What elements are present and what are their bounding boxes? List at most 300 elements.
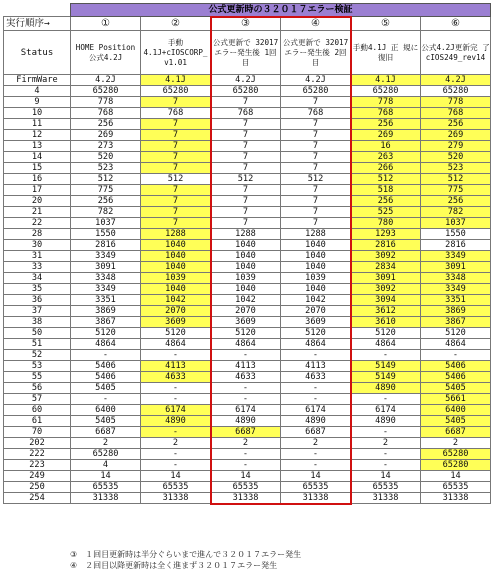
- table-cell: 7: [281, 207, 351, 218]
- row-label: 52: [4, 350, 71, 361]
- table-cell: 3869: [421, 306, 491, 317]
- table-cell: 7: [281, 218, 351, 229]
- table-cell: 7: [141, 218, 211, 229]
- table-cell: -: [211, 383, 281, 394]
- table-cell: 14: [281, 471, 351, 482]
- table-cell: -: [141, 350, 211, 361]
- table-cell: 5120: [351, 328, 421, 339]
- column-header-4: 公式更新で 32017エラー発生後 2回目: [281, 31, 351, 75]
- table-cell: 65535: [71, 482, 141, 493]
- table-cell: 6687: [421, 427, 491, 438]
- table-cell: 16: [351, 141, 421, 152]
- table-row: [4, 86, 491, 97]
- table-row: [4, 284, 491, 295]
- table-row: [4, 251, 491, 262]
- table-cell: -: [281, 350, 351, 361]
- column-number-3: ③: [211, 17, 281, 31]
- row-label: 21: [4, 207, 71, 218]
- table-cell: -: [71, 350, 141, 361]
- table-cell: 266: [351, 163, 421, 174]
- table-cell: 3867: [421, 317, 491, 328]
- table-cell: 2816: [421, 240, 491, 251]
- table-cell: -: [141, 383, 211, 394]
- table-cell: 3091: [351, 273, 421, 284]
- table-cell: 778: [351, 97, 421, 108]
- table-cell: 7: [141, 141, 211, 152]
- table-cell: 512: [141, 174, 211, 185]
- row-label: 20: [4, 196, 71, 207]
- table-row: [4, 339, 491, 350]
- table-cell: 7: [211, 141, 281, 152]
- table-cell: 65280: [421, 86, 491, 97]
- title-corner: [4, 4, 71, 17]
- table-cell: 7: [141, 152, 211, 163]
- row-label: 10: [4, 108, 71, 119]
- table-cell: 3869: [71, 306, 141, 317]
- table-cell: 512: [351, 174, 421, 185]
- table-cell: 1040: [211, 284, 281, 295]
- table-cell: -: [351, 394, 421, 405]
- table-cell: -: [211, 394, 281, 405]
- table-cell: 4.1J: [141, 75, 211, 86]
- table-row: [4, 361, 491, 372]
- table-cell: 782: [421, 207, 491, 218]
- table-row: [4, 174, 491, 185]
- table-cell: 4.2J: [71, 75, 141, 86]
- table-cell: 7: [281, 185, 351, 196]
- status-label: Status: [4, 31, 71, 75]
- column-header-5: 手動4.1J 正 規に復旧: [351, 31, 421, 75]
- table-cell: 5120: [421, 328, 491, 339]
- table-row: [4, 119, 491, 130]
- table-cell: 2070: [281, 306, 351, 317]
- table-cell: 5406: [421, 372, 491, 383]
- column-number-1: ①: [71, 17, 141, 31]
- table-cell: 5120: [211, 328, 281, 339]
- table-cell: -: [351, 449, 421, 460]
- table-cell: -: [141, 394, 211, 405]
- row-label: 34: [4, 273, 71, 284]
- row-label: 9: [4, 97, 71, 108]
- table-cell: 1037: [71, 218, 141, 229]
- table-cell: -: [421, 350, 491, 361]
- table-cell: 5120: [141, 328, 211, 339]
- table-cell: 768: [211, 108, 281, 119]
- column-header-6: 公式4.2J更新完 了 cIOS249_rev14: [421, 31, 491, 75]
- table-cell: 1040: [281, 262, 351, 273]
- row-label: 16: [4, 174, 71, 185]
- table-cell: 3091: [421, 262, 491, 273]
- table-cell: 31338: [351, 493, 421, 504]
- column-number-4: ④: [281, 17, 351, 31]
- table-row: [4, 405, 491, 416]
- table-cell: 65280: [211, 86, 281, 97]
- table-cell: 65280: [281, 86, 351, 97]
- table-cell: 5405: [421, 416, 491, 427]
- table-row: [4, 460, 491, 471]
- table-cell: 7: [281, 141, 351, 152]
- row-label: 12: [4, 130, 71, 141]
- table-cell: 4864: [141, 339, 211, 350]
- column-header-3: 公式更新で 32017エラー発生後 1回目: [211, 31, 281, 75]
- table-cell: 768: [141, 108, 211, 119]
- table-cell: 4633: [141, 372, 211, 383]
- table-cell: 2: [281, 438, 351, 449]
- table-cell: 3348: [421, 273, 491, 284]
- table-row: [4, 350, 491, 361]
- table-row: [4, 130, 491, 141]
- row-label: 37: [4, 306, 71, 317]
- table-cell: 4890: [141, 416, 211, 427]
- table-row: [4, 471, 491, 482]
- table-cell: 2: [421, 438, 491, 449]
- table-cell: -: [141, 427, 211, 438]
- table-row: [4, 163, 491, 174]
- table-cell: 1042: [281, 295, 351, 306]
- table-cell: -: [281, 394, 351, 405]
- table-cell: 4864: [211, 339, 281, 350]
- table-cell: 3610: [351, 317, 421, 328]
- table-cell: 3609: [281, 317, 351, 328]
- table-cell: 1040: [211, 251, 281, 262]
- table-cell: 65535: [421, 482, 491, 493]
- table-cell: 512: [211, 174, 281, 185]
- table-cell: 7: [211, 218, 281, 229]
- table-cell: -: [211, 350, 281, 361]
- row-label: 70: [4, 427, 71, 438]
- table-cell: -: [141, 449, 211, 460]
- table-cell: 7: [211, 185, 281, 196]
- table-cell: 5406: [421, 361, 491, 372]
- row-label: 11: [4, 119, 71, 130]
- table-cell: 2: [211, 438, 281, 449]
- table-cell: 7: [211, 196, 281, 207]
- row-label: 55: [4, 372, 71, 383]
- table-row: [4, 328, 491, 339]
- table-cell: 1040: [281, 251, 351, 262]
- table-cell: -: [211, 460, 281, 471]
- table-cell: 7: [141, 196, 211, 207]
- table-cell: 1288: [211, 229, 281, 240]
- row-label: 254: [4, 493, 71, 504]
- table-cell: 4864: [421, 339, 491, 350]
- table-cell: -: [141, 460, 211, 471]
- table-cell: 2816: [71, 240, 141, 251]
- table-cell: 7: [141, 97, 211, 108]
- table-cell: 768: [281, 108, 351, 119]
- table-cell: 1040: [141, 251, 211, 262]
- table-row: [4, 108, 491, 119]
- table-cell: 3349: [71, 251, 141, 262]
- table-cell: 273: [71, 141, 141, 152]
- table-row: [4, 295, 491, 306]
- row-label: 31: [4, 251, 71, 262]
- table-cell: 65280: [71, 86, 141, 97]
- table-cell: 31338: [211, 493, 281, 504]
- table-cell: 4.1J: [351, 75, 421, 86]
- table-cell: -: [71, 394, 141, 405]
- table-cell: 768: [351, 108, 421, 119]
- table-cell: 2070: [211, 306, 281, 317]
- table-row: [4, 218, 491, 229]
- table-cell: 7: [141, 130, 211, 141]
- table-cell: 3092: [351, 251, 421, 262]
- table-cell: 7: [211, 152, 281, 163]
- table-cell: 3094: [351, 295, 421, 306]
- table-cell: 5149: [351, 361, 421, 372]
- table-cell: 512: [281, 174, 351, 185]
- table-cell: 31338: [421, 493, 491, 504]
- order-label: 実行順序→: [4, 17, 71, 31]
- table-cell: 4864: [281, 339, 351, 350]
- note-1: ③ １回目更新時は半分ぐらいまで進んで３２０１７エラー発生: [70, 550, 302, 559]
- table-cell: 4890: [351, 383, 421, 394]
- table-cell: 2816: [351, 240, 421, 251]
- table-row: [4, 482, 491, 493]
- row-label: 250: [4, 482, 71, 493]
- table-row: [4, 383, 491, 394]
- table-cell: 4633: [211, 372, 281, 383]
- table-cell: 65280: [71, 449, 141, 460]
- table-cell: 7: [281, 119, 351, 130]
- table-cell: 778: [71, 97, 141, 108]
- row-label: 14: [4, 152, 71, 163]
- row-label: 36: [4, 295, 71, 306]
- table-cell: 5406: [71, 372, 141, 383]
- table-cell: 7: [281, 130, 351, 141]
- row-label: 30: [4, 240, 71, 251]
- column-number-5: ⑤: [351, 17, 421, 31]
- table-row: [4, 97, 491, 108]
- table-cell: 2834: [351, 262, 421, 273]
- table-row: [4, 229, 491, 240]
- table-cell: 6174: [141, 405, 211, 416]
- column-header-1: HOME Position 公式4.2J: [71, 31, 141, 75]
- table-cell: 6400: [421, 405, 491, 416]
- table-cell: 31338: [71, 493, 141, 504]
- table-cell: 2: [71, 438, 141, 449]
- row-label: 50: [4, 328, 71, 339]
- table-cell: 5661: [421, 394, 491, 405]
- table-cell: 65535: [211, 482, 281, 493]
- table-cell: 6687: [281, 427, 351, 438]
- table-cell: 4113: [211, 361, 281, 372]
- table-cell: 1042: [211, 295, 281, 306]
- row-label: 17: [4, 185, 71, 196]
- table-cell: 14: [71, 471, 141, 482]
- row-label: FirmWare: [4, 75, 71, 86]
- table-row: [4, 75, 491, 86]
- table-cell: 3609: [211, 317, 281, 328]
- table-cell: 4890: [211, 416, 281, 427]
- note-2: ④ ２回目以降更新時は全く進まず３２０１７エラー発生: [70, 561, 278, 570]
- table-cell: 6687: [71, 427, 141, 438]
- table-cell: 4.2J: [281, 75, 351, 86]
- table-cell: 7: [141, 119, 211, 130]
- table-cell: 520: [421, 152, 491, 163]
- row-label: 202: [4, 438, 71, 449]
- row-label: 56: [4, 383, 71, 394]
- table-cell: 269: [351, 130, 421, 141]
- ios-status-table: [3, 3, 491, 504]
- table-cell: 4113: [281, 361, 351, 372]
- table-cell: 1040: [281, 284, 351, 295]
- row-label: 222: [4, 449, 71, 460]
- table-cell: 31338: [281, 493, 351, 504]
- table-cell: 3349: [421, 284, 491, 295]
- table-cell: 525: [351, 207, 421, 218]
- table-cell: 7: [141, 163, 211, 174]
- table-cell: -: [351, 427, 421, 438]
- table-cell: 65280: [351, 86, 421, 97]
- table-cell: 4864: [71, 339, 141, 350]
- table-cell: 65280: [421, 449, 491, 460]
- table-cell: 3867: [71, 317, 141, 328]
- table-cell: 5405: [71, 383, 141, 394]
- column-number-2: ②: [141, 17, 211, 31]
- table-cell: 3351: [71, 295, 141, 306]
- table-cell: 4.2J: [211, 75, 281, 86]
- table-cell: 65535: [281, 482, 351, 493]
- table-cell: -: [351, 460, 421, 471]
- table-row: [4, 141, 491, 152]
- table-cell: 7: [141, 207, 211, 218]
- table-cell: 523: [421, 163, 491, 174]
- row-label: 33: [4, 262, 71, 273]
- table-cell: 1040: [141, 240, 211, 251]
- table-cell: 4864: [351, 339, 421, 350]
- row-label: 38: [4, 317, 71, 328]
- row-label: 249: [4, 471, 71, 482]
- table-cell: -: [211, 449, 281, 460]
- table-row: [4, 493, 491, 504]
- table-cell: 512: [421, 174, 491, 185]
- table-cell: -: [351, 350, 421, 361]
- row-label: 60: [4, 405, 71, 416]
- table-title: 公式更新時の３２０１７エラー検証: [71, 4, 491, 17]
- table-cell: 1040: [141, 284, 211, 295]
- row-label: 53: [4, 361, 71, 372]
- table-cell: 1288: [281, 229, 351, 240]
- table-cell: 263: [351, 152, 421, 163]
- table-cell: 6400: [71, 405, 141, 416]
- table-cell: 7: [211, 130, 281, 141]
- table-cell: 778: [421, 97, 491, 108]
- column-header-2: 手動 4.1J+cIOSCORP_ v1.01: [141, 31, 211, 75]
- table-row: [4, 372, 491, 383]
- table-cell: 3609: [141, 317, 211, 328]
- table-cell: 5120: [71, 328, 141, 339]
- table-cell: 7: [211, 97, 281, 108]
- row-label: 4: [4, 86, 71, 97]
- table-cell: 256: [351, 196, 421, 207]
- table-cell: 1039: [281, 273, 351, 284]
- table-cell: 4890: [351, 416, 421, 427]
- table-cell: 4633: [281, 372, 351, 383]
- table-cell: 523: [71, 163, 141, 174]
- table-cell: 256: [351, 119, 421, 130]
- table-cell: 780: [351, 218, 421, 229]
- table-cell: 1039: [141, 273, 211, 284]
- table-cell: 14: [421, 471, 491, 482]
- table-cell: 5405: [71, 416, 141, 427]
- table-cell: 256: [421, 119, 491, 130]
- row-label: 35: [4, 284, 71, 295]
- notes: [70, 549, 301, 571]
- table-row: [4, 273, 491, 284]
- row-label: 28: [4, 229, 71, 240]
- table-row: [4, 427, 491, 438]
- table-cell: 1550: [421, 229, 491, 240]
- table-cell: 5405: [421, 383, 491, 394]
- row-label: 13: [4, 141, 71, 152]
- table-cell: 7: [281, 97, 351, 108]
- table-row: [4, 449, 491, 460]
- table-row: [4, 152, 491, 163]
- table-row: [4, 207, 491, 218]
- table-cell: 14: [211, 471, 281, 482]
- table-cell: 14: [141, 471, 211, 482]
- table-row: [4, 196, 491, 207]
- table-cell: 269: [71, 130, 141, 141]
- table-cell: 1042: [141, 295, 211, 306]
- table-cell: 3092: [351, 284, 421, 295]
- table-cell: 65535: [141, 482, 211, 493]
- table-cell: -: [281, 383, 351, 394]
- table-cell: 1040: [211, 262, 281, 273]
- table-cell: 256: [71, 119, 141, 130]
- table-row: [4, 438, 491, 449]
- table-row: [4, 262, 491, 273]
- table-cell: 3091: [71, 262, 141, 273]
- table-cell: 7: [281, 163, 351, 174]
- table-cell: 65280: [141, 86, 211, 97]
- table-cell: 1039: [211, 273, 281, 284]
- table-cell: 1040: [141, 262, 211, 273]
- table-cell: 1040: [281, 240, 351, 251]
- table-cell: 256: [71, 196, 141, 207]
- table-row: [4, 317, 491, 328]
- table-cell: 7: [141, 185, 211, 196]
- table-cell: 14: [351, 471, 421, 482]
- table-cell: 269: [421, 130, 491, 141]
- table-cell: 279: [421, 141, 491, 152]
- table-cell: 2070: [141, 306, 211, 317]
- table-cell: 1037: [421, 218, 491, 229]
- table-cell: 1550: [71, 229, 141, 240]
- row-label: 15: [4, 163, 71, 174]
- table-cell: 4.2J: [421, 75, 491, 86]
- table-cell: 2: [141, 438, 211, 449]
- column-number-6: ⑥: [421, 17, 491, 31]
- table-cell: 7: [211, 207, 281, 218]
- table-cell: 7: [281, 152, 351, 163]
- table-cell: 65535: [351, 482, 421, 493]
- table-cell: 518: [351, 185, 421, 196]
- table-cell: 1040: [211, 240, 281, 251]
- table-cell: 256: [421, 196, 491, 207]
- table-cell: 6687: [211, 427, 281, 438]
- table-cell: 3349: [421, 251, 491, 262]
- table-cell: -: [281, 449, 351, 460]
- table-cell: 775: [71, 185, 141, 196]
- table-cell: 3348: [71, 273, 141, 284]
- table-cell: -: [281, 460, 351, 471]
- table-cell: 31338: [141, 493, 211, 504]
- table-cell: 6174: [281, 405, 351, 416]
- table-row: [4, 240, 491, 251]
- row-label: 51: [4, 339, 71, 350]
